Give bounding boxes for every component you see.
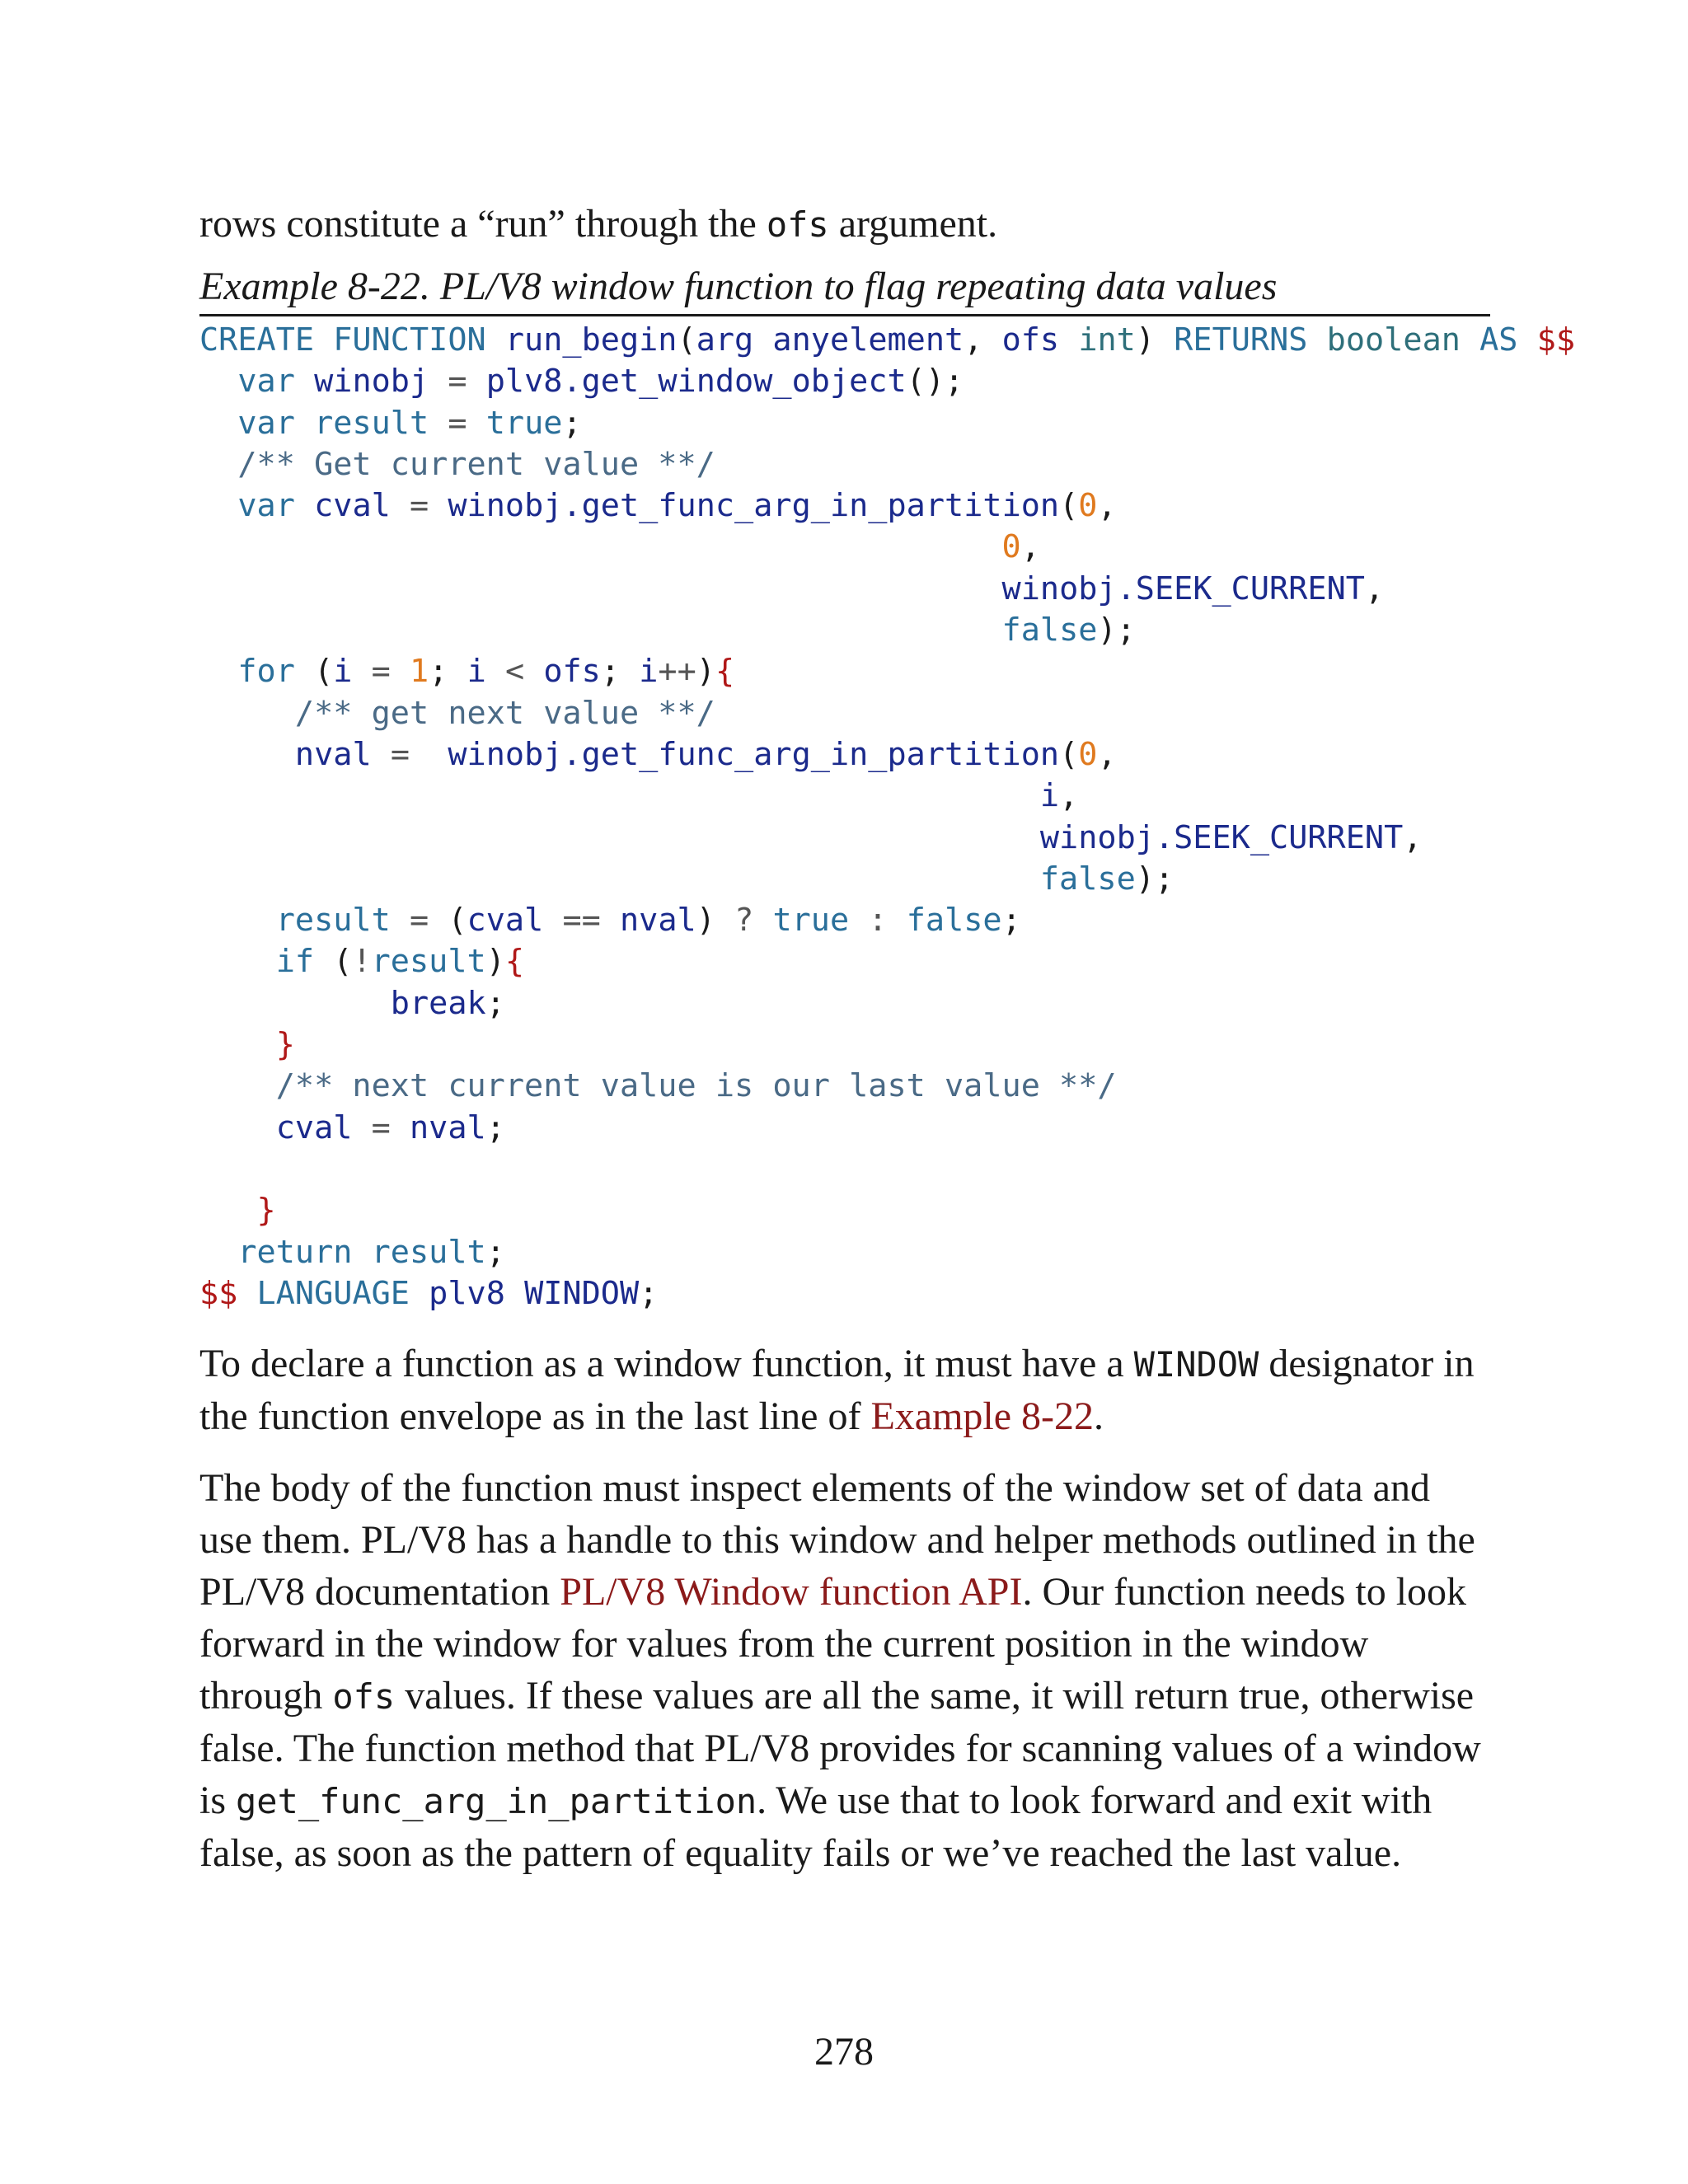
page-number: 278 — [814, 2030, 874, 2074]
paragraph-function-body: The body of the function must inspect elements of the window set of data and use them. PL/V8 has a handle to this window and helper methods outlined in the PL/V8 documentation PL/V8 Window function API. Our function needs to look forward in the window for values from the current position in the window through ofs values. If these values are all the same, it will return true, otherwise false. The function method that PL/V8 provides for scanning values of a window is get_func_arg_in_partition. We use that to look forward and exit with false, as soon as the pattern of equality fails or we’ve reached the last value. — [199, 1466, 1481, 1876]
plv8-window-api-link[interactable]: PL/V8 Window function API — [560, 1570, 1023, 1615]
intro-paragraph — [199, 198, 1490, 251]
inline-code-ofs-2: ofs — [332, 1676, 396, 1718]
page-content — [199, 198, 1576, 1879]
intro-text-end: argument. — [828, 202, 998, 246]
example-caption: Example 8-22. PL/V8 window function to flag repeating data values — [199, 260, 1490, 316]
inline-code-ofs: ofs — [766, 204, 829, 245]
inline-code-window: WINDOW — [1133, 1344, 1259, 1385]
inline-code-get-func-arg: get_func_arg_in_partition — [236, 1781, 757, 1822]
code-block: CREATE FUNCTION run_begin(arg anyelement, ofs int) RETURNS boolean AS $$ var winobj = plv8.get_window_object(); var result = true; /** Get current value **/ var cval = winobj.get_func_arg_in_partition(0, 0, winobj.SEEK_CURRENT, false); for (i = 1; i < ofs; i++){ /** get next value **/ nval = winobj.get_func_arg_in_partition(0, i, winobj.SEEK_CURRENT, false); result = (cval == nval) ? true : false; if (!result){ break; } /** next current value is our last value **/ cval = nval; } return result; $$ LANGUAGE plv8 WINDOW; — [199, 321, 1576, 1312]
intro-text: rows constitute a “run” through the — [199, 202, 767, 246]
example-link[interactable]: Example 8-22 — [870, 1394, 1095, 1439]
paragraph-window-declaration: To declare a function as a window function, it must have a WINDOW designator in the function envelope as in the last line of Example 8-22. — [199, 1342, 1475, 1439]
